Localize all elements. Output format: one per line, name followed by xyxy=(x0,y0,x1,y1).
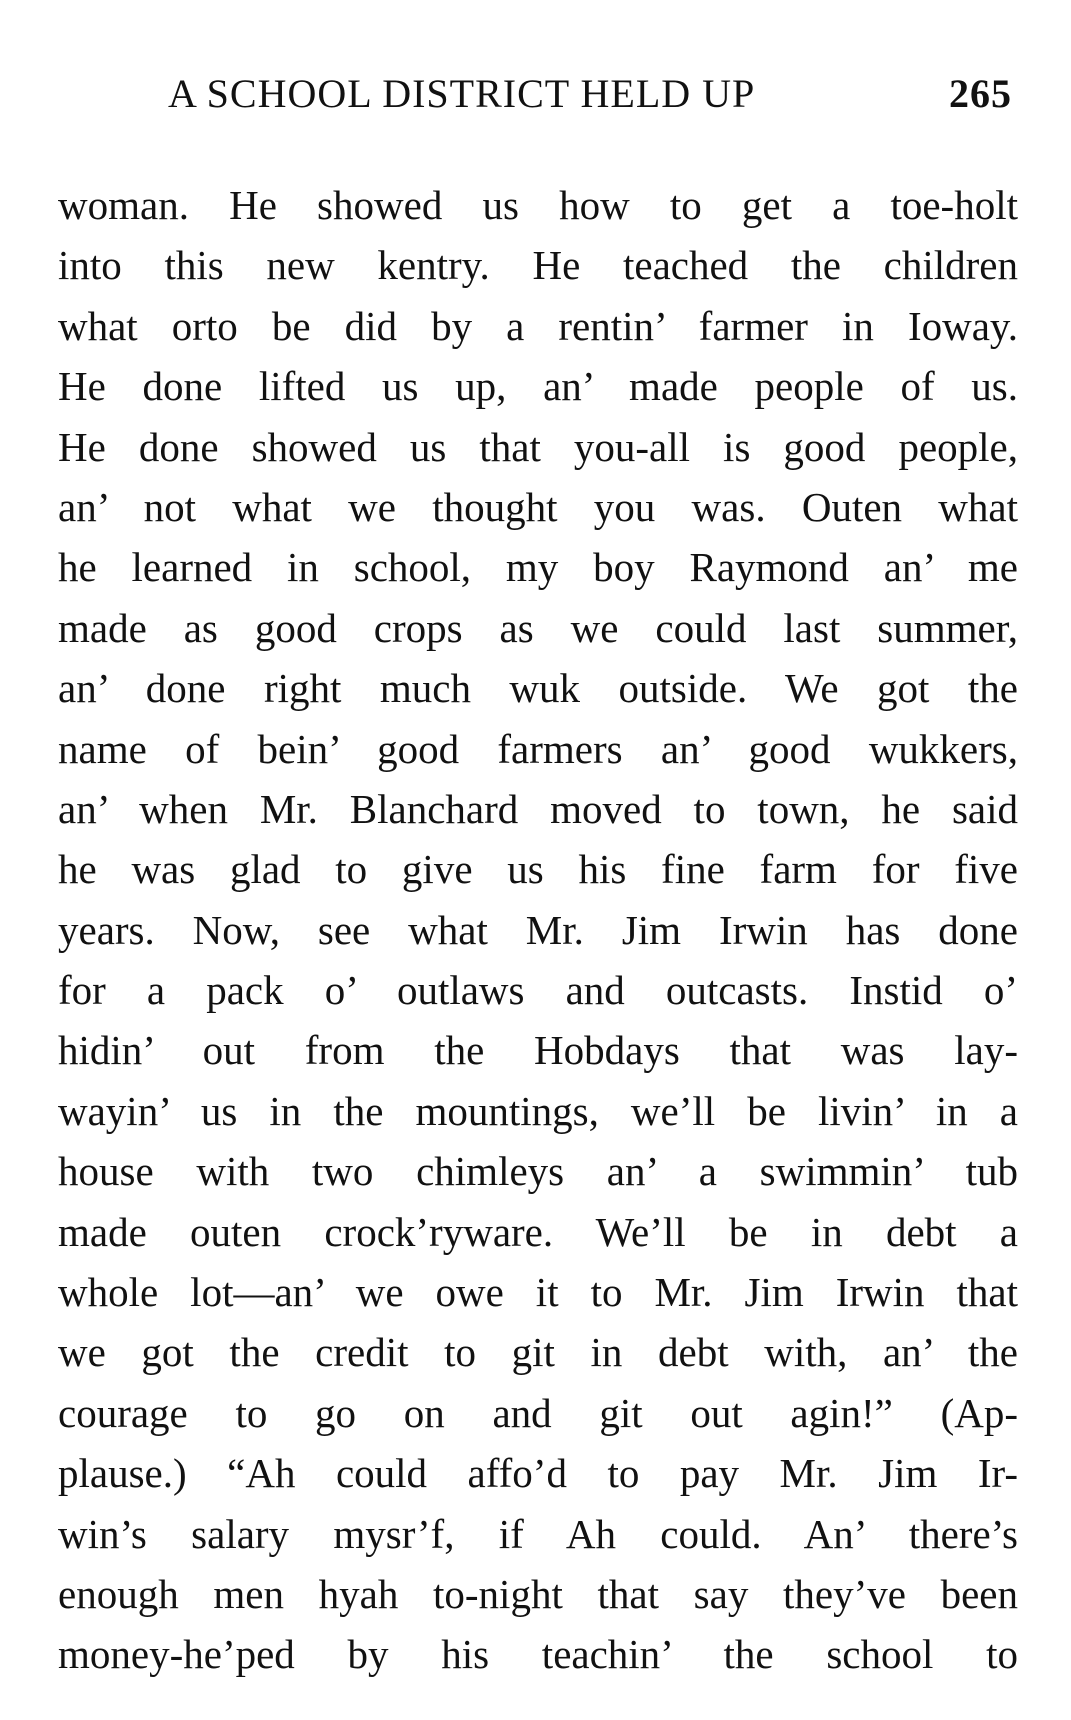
body-text xyxy=(58,175,1018,1685)
text-line: an’ not what we thought you was. Outen what xyxy=(58,483,1018,530)
text-line: He done showed us that you-all is good people, xyxy=(58,423,1018,470)
running-head-title: A SCHOOL DISTRICT HELD UP xyxy=(168,71,756,116)
page-number: 265 xyxy=(949,71,1012,116)
text-line: He done lifted us up, an’ made people of us. xyxy=(58,363,1018,410)
text-line: woman. He showed us how to get a toe-holt xyxy=(58,182,1018,228)
text-line: an’ when Mr. Blanchard moved to town, he said xyxy=(58,785,1018,832)
text-line: he was glad to give us his fine farm for five xyxy=(58,846,1018,893)
text-line: made as good crops as we could last summer, xyxy=(58,604,1018,651)
text-line: wayin’ us in the mountings, we’ll be livin’ in a xyxy=(58,1087,1018,1134)
text-line: courage to go on and git out agin!” (Ap- xyxy=(58,1389,1018,1436)
text-line: hidin’ out from the Hobdays that was lay- xyxy=(58,1027,1018,1074)
text-line: made outen crock’ryware. We’ll be in debt a xyxy=(58,1208,1018,1255)
text-line: whole lot—an’ we owe it to Mr. Jim Irwin that xyxy=(58,1269,1018,1316)
text-line: we got the credit to git in debt with, an’ the xyxy=(58,1329,1018,1376)
text-line: win’s salary mysr’f, if Ah could. An’ there’s xyxy=(58,1510,1018,1557)
text-line: name of bein’ good farmers an’ good wukkers, xyxy=(58,725,1018,772)
text-line: plause.) “Ah could affo’d to pay Mr. Jim Ir- xyxy=(58,1450,1018,1497)
text-line: he learned in school, my boy Raymond an’ me xyxy=(58,544,1018,591)
text-line: for a pack o’ outlaws and outcasts. Instid o’ xyxy=(58,967,1018,1014)
text-line: money-he’ped by his teachin’ the school to xyxy=(58,1631,1018,1678)
text-line: house with two chimleys an’ a swimmin’ tub xyxy=(58,1148,1018,1195)
text-line: enough men hyah to-night that say they’ve been xyxy=(58,1570,1018,1617)
text-line: into this new kentry. He teached the children xyxy=(58,242,1018,289)
text-line: an’ done right much wuk outside. We got the xyxy=(58,665,1018,712)
text-line: years. Now, see what Mr. Jim Irwin has done xyxy=(58,906,1018,953)
text-line: what orto be did by a rentin’ farmer in Ioway. xyxy=(58,302,1018,349)
running-head xyxy=(168,70,1012,126)
